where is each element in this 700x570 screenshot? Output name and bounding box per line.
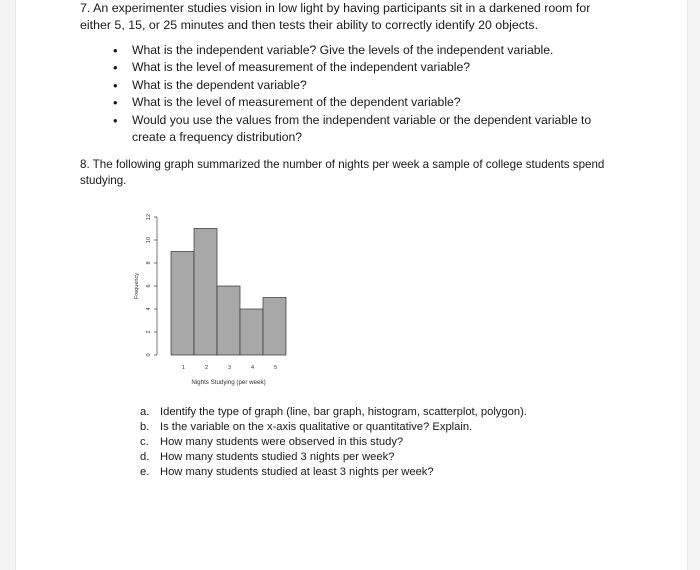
x-tick-label: 4 (250, 365, 255, 371)
question-8-text: 8. The following graph summarized the number of nights per week a sample of college students spend studying. (80, 158, 605, 187)
question-7-text: 7. An experimenter studies vision in low light by having participants sit in a darkened room for either 5, 15, or 25 minutes and then tests their ability to correctly identify 20 objects. (80, 1, 591, 32)
bullet-item: • Would you use the values from the independent variable or the dependent variable to create a frequency distribution? (100, 112, 605, 147)
sub-question-a (140, 405, 590, 420)
sub-question-letter: a. (140, 406, 150, 418)
sub-question-c (140, 435, 590, 450)
y-axis-label: Frequency (134, 273, 140, 299)
y-tick-group (146, 214, 157, 357)
sub-question-text: Is the variable on the x-axis qualitative or quantitative? Explain. (160, 421, 473, 434)
y-tick-label: 10 (146, 236, 152, 244)
x-tick-label: 3 (227, 365, 232, 371)
question-8-sub-questions (140, 405, 590, 480)
sub-question-b (140, 420, 590, 435)
y-tick-label: 6 (146, 284, 152, 288)
y-tick-label: 2 (146, 330, 152, 334)
bullet-item: • What is the dependent variable? (100, 77, 605, 94)
x-axis-label: Nights Studying (per week) (191, 379, 266, 386)
bullet-item: • What is the level of measurement of the independent variable? (100, 59, 605, 76)
bar-2 (194, 229, 217, 356)
sub-question-letter: b. (140, 421, 150, 434)
y-tick-label: 0 (146, 353, 152, 357)
sub-question-letter: e. (140, 466, 150, 479)
x-tick-label: 2 (204, 365, 209, 371)
sub-question-letter: c. (140, 436, 149, 449)
bar-chart (120, 205, 320, 395)
x-tick-label: 1 (181, 365, 186, 371)
sub-question-letter: d. (140, 451, 150, 464)
bullet-item: • What is the level of measurement of the dependent variable? (100, 94, 605, 111)
y-tick-label: 12 (146, 213, 152, 221)
question-7-bullet-list (100, 42, 605, 146)
bars-group (171, 229, 286, 356)
x-tick-group (182, 365, 277, 371)
y-tick-label: 8 (146, 261, 152, 265)
x-tick-label: 5 (273, 365, 278, 371)
sub-question-text: How many students studied at least 3 nights per week? (160, 466, 434, 479)
bar-5 (263, 298, 286, 356)
bullet-item: • What is the independent variable? Give the levels of the independent variable. (100, 42, 605, 59)
sub-question-text: Identify the type of graph (line, bar graph, histogram, scatterplot, polygon). (160, 406, 527, 418)
sub-question-text: How many students studied 3 nights per week? (160, 451, 395, 464)
sub-question-d (140, 450, 590, 465)
bar-1 (171, 252, 194, 356)
bar-3 (217, 286, 240, 355)
sub-question-text: How many students were observed in this study? (160, 436, 404, 449)
bar-4 (240, 309, 263, 355)
y-tick-label: 4 (146, 307, 152, 311)
sub-question-e (140, 465, 590, 480)
